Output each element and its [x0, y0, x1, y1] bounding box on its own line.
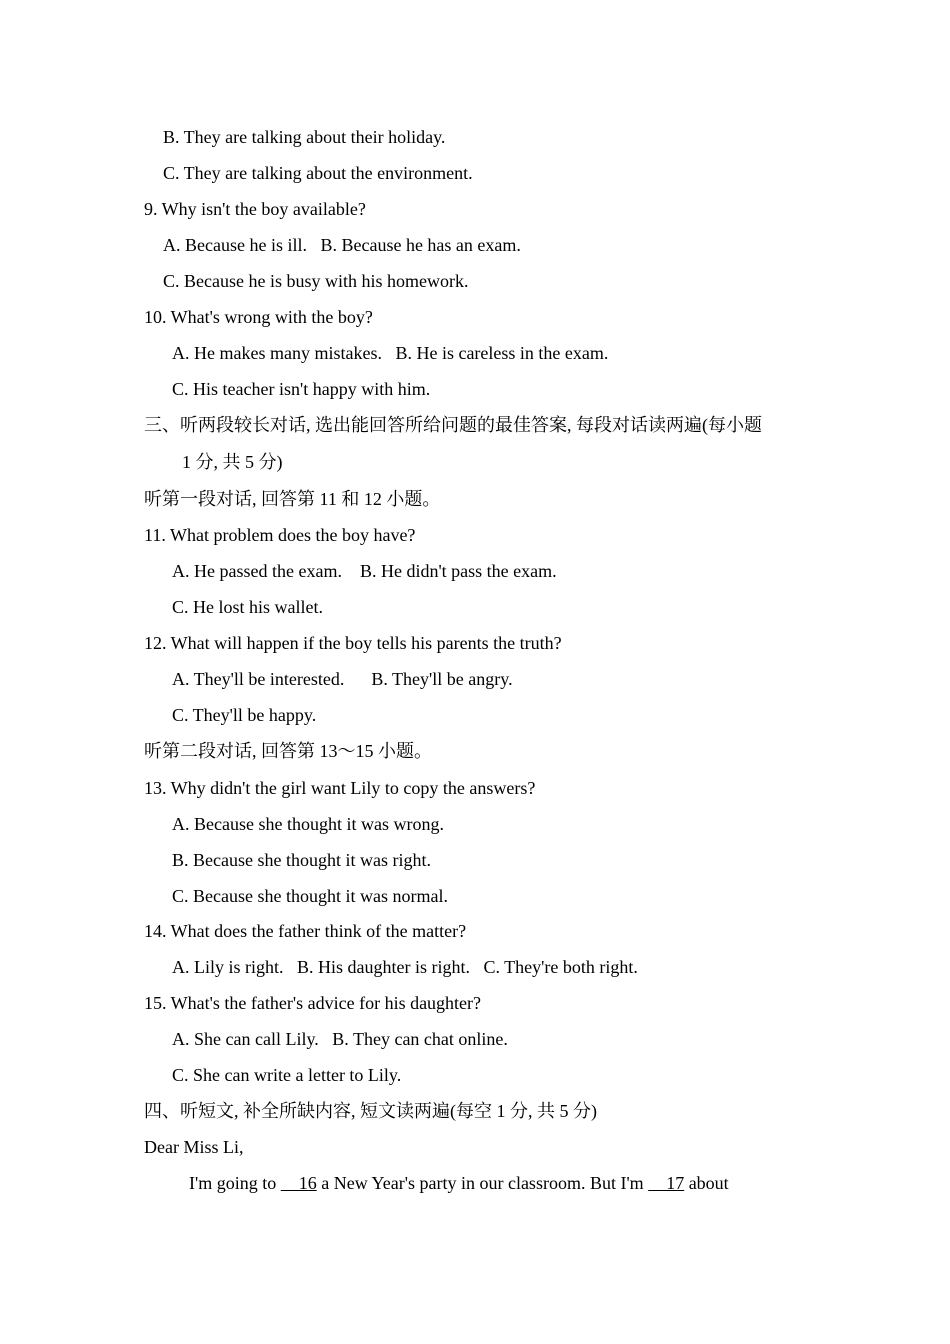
- q13-question: 13. Why didn't the girl want Lily to copy the answers?: [144, 778, 536, 798]
- q15-question: 15. What's the father's advice for his daughter?: [144, 993, 482, 1013]
- q10-question: 10. What's wrong with the boy?: [144, 307, 373, 327]
- dialogue1-intro: 听第一段对话, 回答第 11 和 12 小题。: [144, 489, 441, 509]
- q11-options-ab: A. He passed the exam. B. He didn't pass the exam.: [172, 561, 557, 581]
- letter-text-part3: about: [684, 1173, 729, 1193]
- section3-heading-line2: 1 分, 共 5 分): [182, 452, 283, 472]
- q9-option-c: C. Because he is busy with his homework.: [163, 271, 469, 291]
- section3-heading-line1: 三、听两段较长对话, 选出能回答所给问题的最佳答案, 每段对话读两遍(每小题: [144, 415, 762, 435]
- q11-question: 11. What problem does the boy have?: [144, 525, 416, 545]
- q10-options-ab: A. He makes many mistakes. B. He is careless in the exam.: [172, 343, 609, 363]
- q12-options-ab: A. They'll be interested. B. They'll be angry.: [172, 669, 513, 689]
- q14-options: A. Lily is right. B. His daughter is right. C. They're both right.: [172, 957, 638, 977]
- letter-body-line: [189, 1172, 729, 1194]
- letter-salutation: Dear Miss Li,: [144, 1137, 244, 1157]
- dialogue2-intro: 听第二段对话, 回答第 13～15 小题。: [144, 741, 432, 761]
- blank-16: 16: [280, 1173, 317, 1193]
- q15-option-c: C. She can write a letter to Lily.: [172, 1065, 402, 1085]
- q10-option-c: C. His teacher isn't happy with him.: [172, 379, 431, 399]
- q9-question: 9. Why isn't the boy available?: [144, 199, 366, 219]
- q13-option-b: B. Because she thought it was right.: [172, 850, 431, 870]
- blank-17: 17: [648, 1173, 685, 1193]
- q14-question: 14. What does the father think of the matter?: [144, 921, 467, 941]
- q12-option-c: C. They'll be happy.: [172, 705, 317, 725]
- letter-text-part2: a New Year's party in our classroom. But I'm: [316, 1173, 649, 1193]
- q11-option-c: C. He lost his wallet.: [172, 597, 323, 617]
- letter-text-part1: I'm going to: [189, 1173, 281, 1193]
- q9-options-ab: A. Because he is ill. B. Because he has an exam.: [163, 235, 521, 255]
- section4-heading: 四、听短文, 补全所缺内容, 短文读两遍(每空 1 分, 共 5 分): [144, 1101, 597, 1121]
- q8-option-b: B. They are talking about their holiday.: [163, 127, 446, 147]
- q8-option-c: C. They are talking about the environment.: [163, 163, 473, 183]
- q13-option-a: A. Because she thought it was wrong.: [172, 814, 444, 834]
- q13-option-c: C. Because she thought it was normal.: [172, 886, 448, 906]
- q12-question: 12. What will happen if the boy tells his parents the truth?: [144, 633, 562, 653]
- q15-options-ab: A. She can call Lily. B. They can chat online.: [172, 1029, 508, 1049]
